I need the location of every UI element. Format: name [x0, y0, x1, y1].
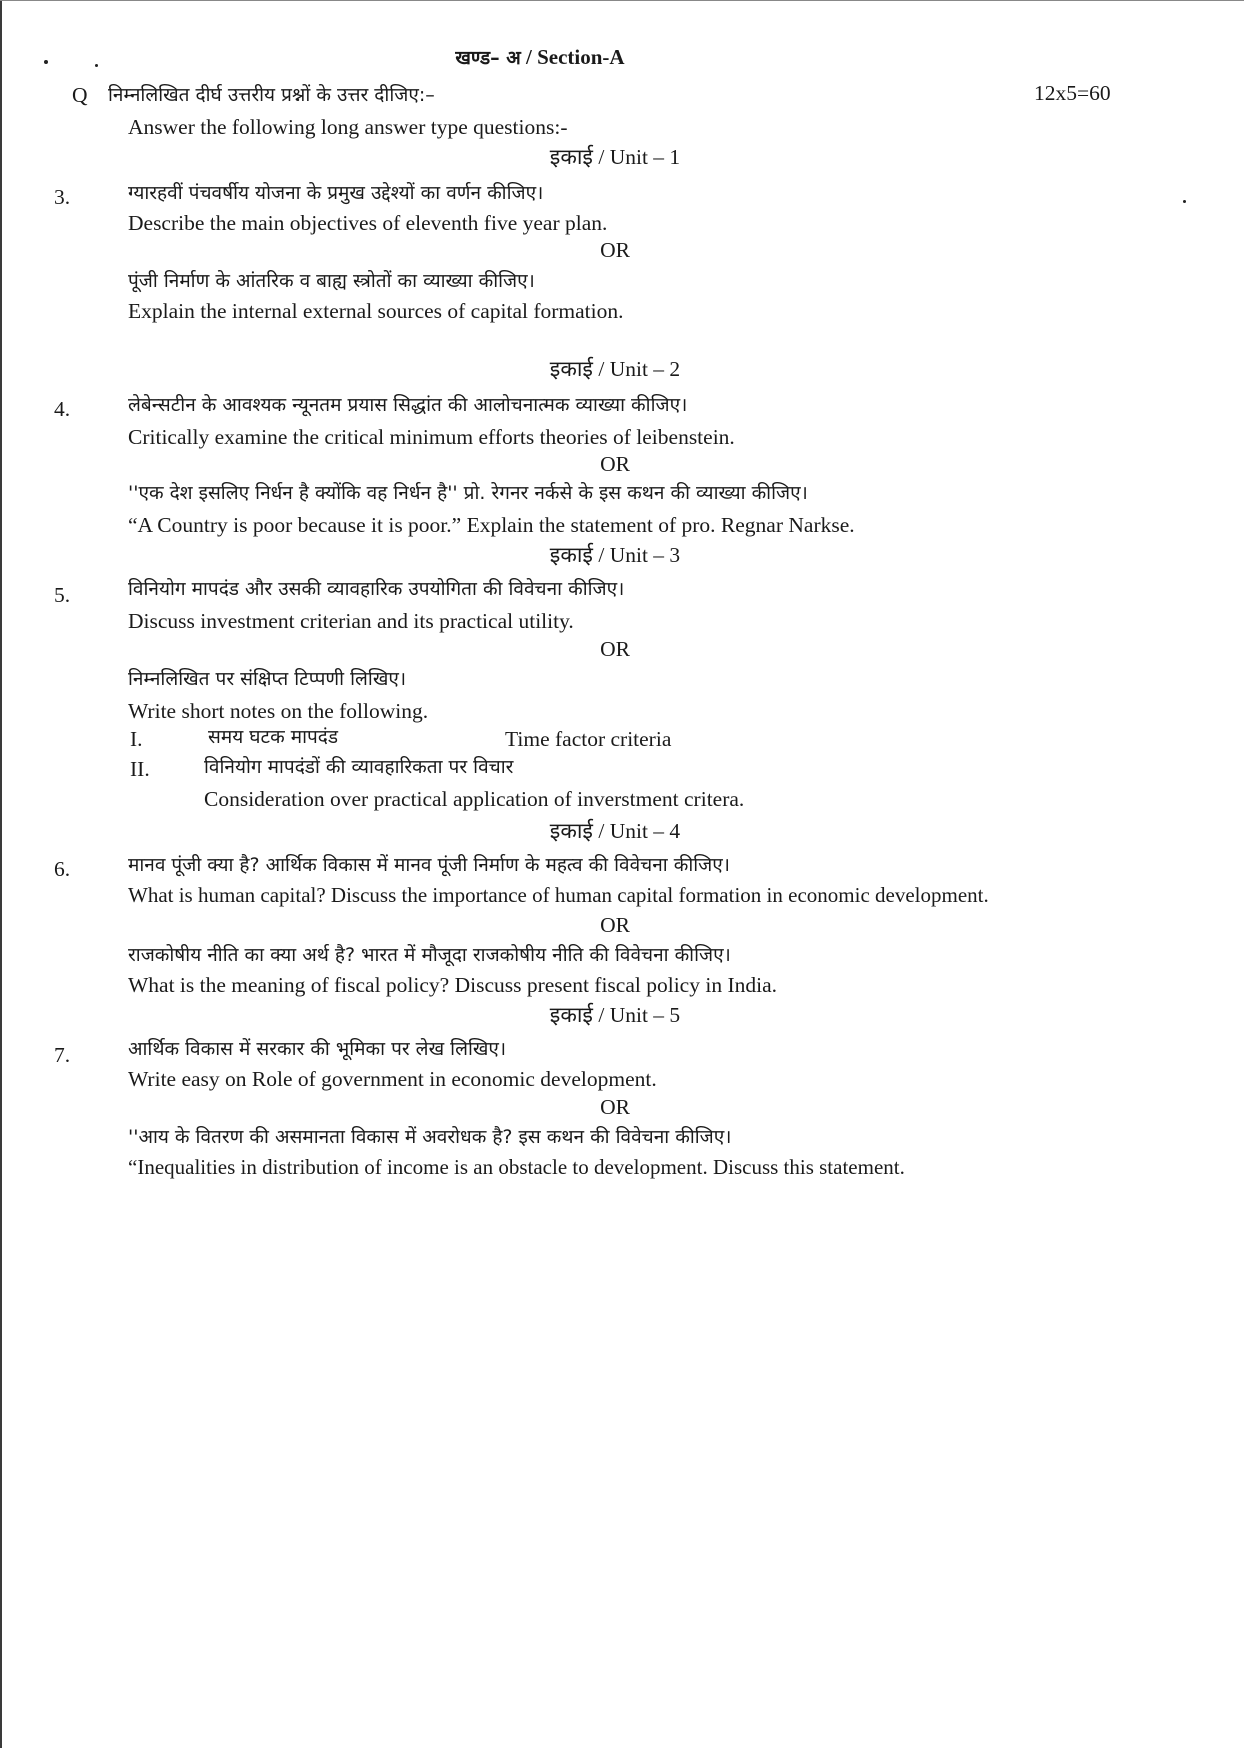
unit-heading: इकाई / Unit – 1 [549, 145, 681, 169]
instruction-english: Answer the following long answer type questions:- [128, 115, 568, 139]
scan-top-edge [0, 0, 1244, 1]
unit-heading: इकाई / Unit – 2 [549, 357, 681, 381]
question-hindi: आर्थिक विकास में सरकार की भूमिका पर लेख लिखिए। [128, 1038, 507, 1060]
section-heading-en: Section-A [537, 45, 625, 69]
unit-heading: इकाई / Unit – 3 [549, 543, 681, 567]
question-number: 6. [54, 857, 71, 881]
scan-left-edge [0, 0, 2, 1748]
sub-item-hindi: विनियोग मापदंडों की व्यावहारिकता पर विचार [204, 756, 514, 778]
question-hindi: विनियोग मापदंड और उसकी व्यावहारिक उपयोगिता की विवेचना कीजिए। [128, 578, 625, 600]
or-separator: OR [600, 238, 630, 262]
question-english: What is human capital? Discuss the importance of human capital formation in economic development. [128, 883, 989, 907]
scan-speck [1183, 200, 1186, 203]
alternative-english: Explain the internal external sources of capital formation. [128, 299, 624, 323]
alternative-hindi: ''आय के वितरण की असमानता विकास में अवरोधक है? इस कथन की विवेचना कीजिए। [128, 1126, 732, 1148]
question-number: 5. [54, 583, 71, 607]
section-heading-sep: / [520, 45, 538, 69]
question-number: 3. [54, 185, 71, 209]
question-english: Critically examine the critical minimum efforts theories of leibenstein. [128, 425, 735, 449]
unit-heading: इकाई / Unit – 5 [549, 1003, 681, 1027]
or-separator: OR [600, 637, 630, 661]
sub-item-number: I. [130, 727, 143, 751]
question-english: Describe the main objectives of eleventh five year plan. [128, 211, 608, 235]
unit-heading: इकाई / Unit – 4 [549, 819, 681, 843]
sub-item-hindi: समय घटक मापदंड [208, 726, 339, 748]
sub-item-english: Consideration over practical application of inverstment critera. [204, 787, 745, 811]
section-heading [0, 44, 1080, 71]
alternative-english: “A Country is poor because it is poor.” Explain the statement of pro. Regnar Narkse. [128, 513, 855, 537]
alternative-hindi: ''एक देश इसलिए निर्धन है क्योंकि वह निर्धन है'' प्रो. रेगनर नर्कसे के इस कथन की व्याख्या कीजिए। [128, 482, 808, 504]
total-marks: 12x5=60 [1034, 81, 1111, 105]
sub-item-english: Time factor criteria [505, 727, 672, 751]
alternative-english: “Inequalities in distribution of income is an obstacle to development. Discuss this statement. [128, 1155, 905, 1179]
question-number: 7. [54, 1043, 71, 1067]
alternative-english: What is the meaning of fiscal policy? Discuss present fiscal policy in India. [128, 973, 777, 997]
question-number: 4. [54, 397, 71, 421]
alternative-hindi: निम्नलिखित पर संक्षिप्त टिप्पणी लिखिए। [128, 668, 407, 690]
or-separator: OR [600, 452, 630, 476]
question-hindi: ग्यारहवीं पंचवर्षीय योजना के प्रमुख उद्देश्यों का वर्णन कीजिए। [128, 182, 544, 204]
question-label: Q [72, 83, 88, 107]
alternative-hindi: पूंजी निर्माण के आंतरिक व बाह्य स्त्रोतों का व्याख्या कीजिए। [128, 270, 535, 292]
section-heading-hi: खण्ड– अ [455, 47, 521, 69]
question-english: Discuss investment criterian and its practical utility. [128, 609, 574, 633]
question-hindi: मानव पूंजी क्या है? आर्थिक विकास में मानव पूंजी निर्माण के महत्व की विवेचना कीजिए। [128, 854, 730, 876]
question-hindi: लेबेन्सटीन के आवश्यक न्यूनतम प्रयास सिद्धांत की आलोचनात्मक व्याख्या कीजिए। [128, 394, 688, 416]
or-separator: OR [600, 1095, 630, 1119]
alternative-english: Write short notes on the following. [128, 699, 429, 723]
sub-item-number: II. [130, 757, 150, 781]
or-separator: OR [600, 913, 630, 937]
instruction-hindi: निम्नलिखित दीर्घ उत्तरीय प्रश्नों के उत्तर दीजिए:– [108, 84, 435, 106]
question-english: Write easy on Role of government in economic development. [128, 1067, 657, 1091]
alternative-hindi: राजकोषीय नीति का क्या अर्थ है? भारत में मौजूदा राजकोषीय नीति की विवेचना कीजिए। [128, 944, 731, 966]
